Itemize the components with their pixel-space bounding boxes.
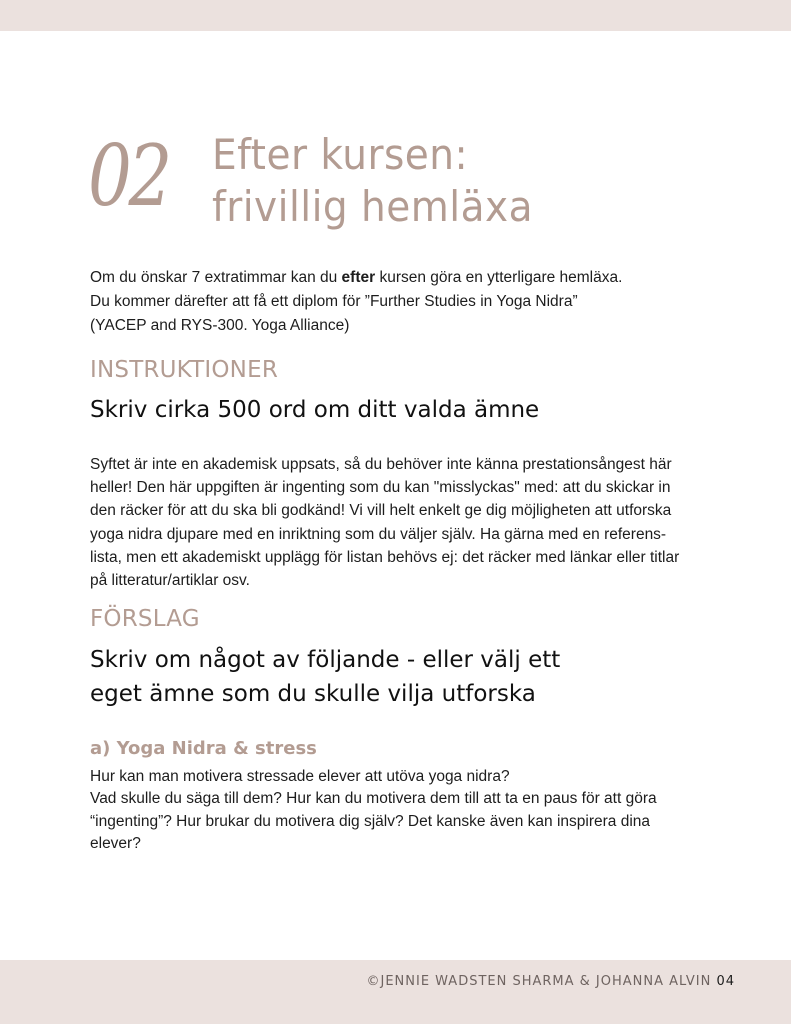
- intro-line2: Du kommer därefter att få ett diplom för ”Further Studies in Yoga Nidra”: [90, 293, 578, 310]
- paragraph-line: heller! Den här uppgiften är ingenting som du kan "misslyckas" med: att du skickar in: [90, 479, 671, 497]
- instructions-paragraph: [90, 453, 730, 592]
- suggestions-title: [90, 643, 560, 711]
- intro-line1-post: kursen göra en ytterligare hemläxa.: [375, 269, 623, 286]
- footer: [366, 974, 735, 989]
- intro-line1-bold: efter: [341, 269, 376, 286]
- intro-line1-pre: Om du önskar 7 extratimmar kan du: [90, 269, 342, 286]
- paragraph-line: på litteratur/artiklar osv.: [90, 572, 250, 590]
- instructions-label: INSTRUKTIONER: [90, 357, 279, 383]
- intro-line3: (YACEP and RYS-300. Yoga Alliance): [90, 317, 350, 334]
- topic-line: Vad skulle du säga till dem? Hur kan du motivera dem till att ta en paus för att göra: [90, 790, 657, 808]
- topic-line: Hur kan man motivera stressade elever att utöva yoga nidra?: [90, 768, 510, 785]
- paragraph-line: Syftet är inte en akademisk uppsats, så du behöver inte känna prestationsångest här: [90, 456, 672, 473]
- suggestions-title-line2: eget ämne som du skulle vilja utforska: [90, 681, 536, 707]
- intro-paragraph: [90, 266, 730, 338]
- chapter-number: 02: [88, 127, 170, 225]
- page-number: 04: [716, 974, 735, 989]
- suggestions-label: FÖRSLAG: [90, 606, 200, 632]
- paragraph-line: yoga nidra djupare med en inriktning som du väljer själv. Ha gärna med en referens-: [90, 525, 667, 543]
- topic-line: elever?: [90, 835, 141, 853]
- topic-a-text: [90, 766, 730, 856]
- page-title-line2: frivillig hemläxa: [212, 182, 533, 231]
- paragraph-line: den räcker för att du ska bli godkänd! Vi vill helt enkelt ge dig möjligheten att utforska: [90, 502, 672, 520]
- footer-credit: ©JENNIE WADSTEN SHARMA & JOHANNA ALVIN: [366, 974, 712, 989]
- topic-line: “ingenting”? Hur brukar du motivera dig själv? Det kanske även kan inspirera dina: [90, 812, 651, 830]
- suggestions-title-line1: Skriv om något av följande - eller välj ett: [90, 647, 561, 673]
- top-band: [0, 0, 791, 31]
- instructions-title: Skriv cirka 500 ord om ditt valda ämne: [90, 397, 540, 423]
- page-title: [212, 129, 557, 233]
- intro-line1: [90, 266, 730, 290]
- topic-a-heading: a) Yoga Nidra & stress: [90, 738, 317, 759]
- footer-band: [0, 960, 791, 1024]
- page-title-line1: Efter kursen:: [212, 130, 469, 179]
- paragraph-line: lista, men ett akademiskt upplägg för listan behövs ej: det räcker med länkar eller titlar: [90, 548, 680, 566]
